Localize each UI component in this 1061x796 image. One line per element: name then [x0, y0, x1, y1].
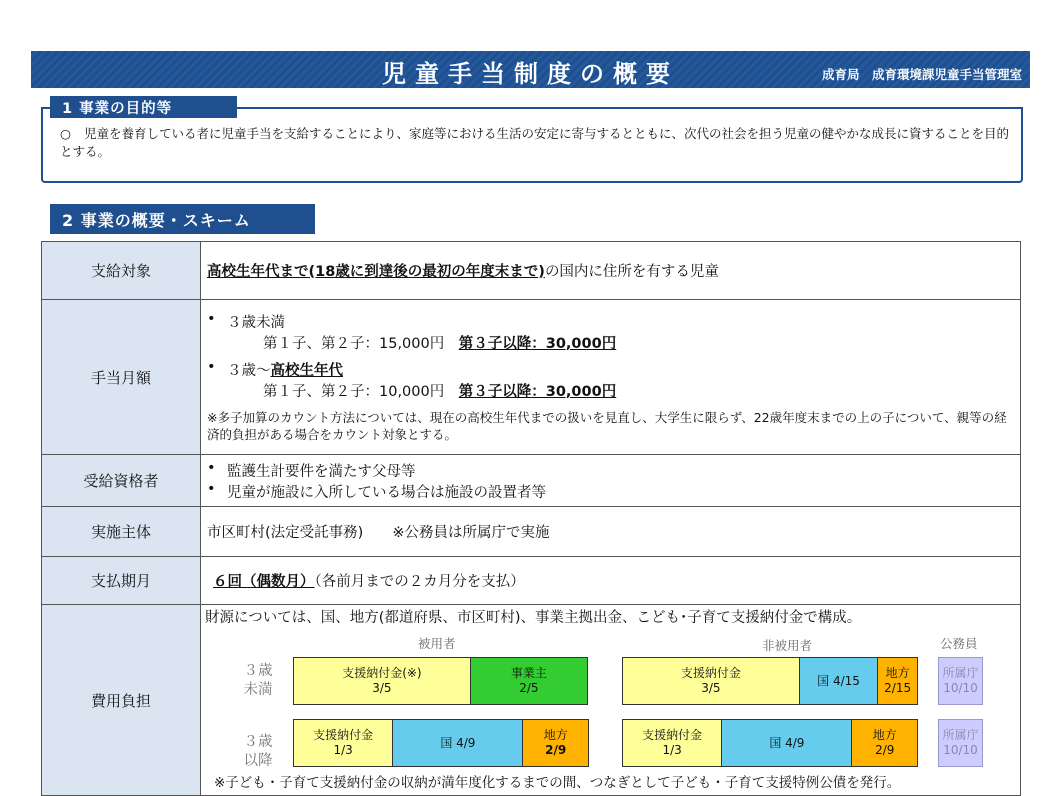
list-item: • 児童が施設に入所している場合は施設の設置者等: [207, 480, 546, 501]
row-header: 受給資格者: [42, 455, 201, 507]
cost-footnote: ※子ども・子育て支援納付金の収納が満年度化するまでの間、つなぎとして子ども・子育て支援特例公債を発行。: [214, 775, 901, 791]
row-label-over3: [238, 733, 278, 771]
row-header: 実施主体: [42, 507, 201, 557]
amount-line: [207, 332, 1014, 353]
over3-employed-bar: [293, 719, 589, 767]
payment-rest: （各前月までの２カ月分を支払）: [314, 574, 525, 590]
amount-bold: 第３子以降：30,000円: [458, 384, 617, 400]
funding-segment: 地方 2/15: [878, 658, 917, 704]
table-row: [42, 455, 1021, 507]
table-row: [42, 507, 1021, 557]
employed-label: 被用者: [418, 636, 456, 651]
row-label-text: ３歳 以降: [243, 734, 273, 769]
bullet-text: 児童が施設に入所している場合は施設の設置者等: [227, 484, 546, 501]
funding-segment: 事業主 2/5: [471, 658, 587, 704]
purpose-text: [60, 125, 1010, 161]
list-item: • ３歳未満: [207, 311, 285, 331]
implementer-cell: 市区町村(法定受託事務) ※公務員は所属庁で実施: [201, 507, 1021, 557]
row-header: 費用負担: [42, 605, 201, 796]
under3-nonemployed-bar: [622, 657, 918, 705]
funding-segment: 国 4/15: [800, 658, 878, 704]
monthly-cell: [201, 300, 1021, 455]
funding-segment: 支援納付金 3/5: [623, 658, 800, 704]
purpose-body: 児童を養育している者に児童手当を支給することにより、家庭等における生活の安定に寄与するとともに、次代の社会を担う児童の健やかな成長に資することを目的とする。: [60, 126, 1010, 159]
row-header: 支給対象: [42, 242, 201, 300]
bullet-text: 監護生計要件を満たす父母等: [227, 463, 416, 480]
funding-segment: 地方 2/9: [523, 720, 588, 766]
purpose-box-border: [237, 107, 1023, 109]
bullet-text: ３歳～: [227, 363, 271, 379]
table-row: [42, 242, 1021, 300]
bullet-bold: 高校生年代: [270, 363, 343, 379]
amount-plain: 第１子、第２子：15,000円: [263, 336, 445, 352]
public-label: 公務員: [940, 636, 978, 651]
title-banner: [31, 51, 1030, 88]
row-label-under3: [238, 662, 278, 700]
funding-segment: 国 4/9: [393, 720, 523, 766]
funding-segment: 地方 2/9: [852, 720, 917, 766]
nonemployed-label: 非被用者: [762, 638, 813, 653]
section2-heading: 2 事業の概要・スキーム: [50, 204, 315, 234]
eligibility-cell: [201, 242, 1021, 300]
recipient-cell: [201, 455, 1021, 507]
over3-nonemployed-bar: [622, 719, 918, 767]
amount-bold: 第３子以降：30,000円: [458, 336, 617, 352]
eligibility-rest: の国内に住所を有する児童: [544, 264, 719, 280]
circle-mark: ○: [60, 126, 71, 141]
amount-line: [207, 380, 1014, 401]
eligibility-underlined: 高校生年代まで(18歳に到達後の最初の年度末まで): [207, 264, 545, 280]
list-item: • 監護生計要件を満たす父母等: [207, 459, 416, 480]
row-header: 手当月額: [42, 300, 201, 455]
page-title: 児童手当制度の概要: [382, 60, 679, 88]
payment-bold: ６回（偶数月）: [213, 574, 315, 590]
funding-segment: 支援納付金 1/3: [294, 720, 393, 766]
row-header: 支払期月: [42, 557, 201, 605]
department-label: 成育局 成育環境課児童手当管理室: [821, 67, 1022, 82]
funding-segment: 支援納付金(※) 3/5: [294, 658, 471, 704]
under3-employed-bar: [293, 657, 588, 705]
amount-plain: 第１子、第２子：10,000円: [263, 384, 445, 400]
scheme-table: [41, 241, 1021, 796]
list-item: • ３歳～ 高校生年代: [207, 359, 343, 379]
section1-heading: 1 事業の目的等: [50, 96, 237, 118]
over3-public-bar: [938, 719, 983, 767]
table-row: [42, 557, 1021, 605]
row-label-text: ３歳 未満: [243, 663, 273, 698]
payment-cell: [201, 557, 1021, 605]
bullet-text: ３歳未満: [227, 315, 285, 331]
table-row: [42, 300, 1021, 455]
funding-segment: 国 4/9: [722, 720, 852, 766]
funding-segment: 支援納付金 1/3: [623, 720, 722, 766]
funding-segment: 所属庁 10/10: [939, 658, 982, 704]
cost-intro: 財源については、国、地方(都道府県、市区町村)、事業主拠出金、こども･子育て支援納付金で構成。: [205, 610, 862, 626]
funding-segment: 所属庁 10/10: [939, 720, 982, 766]
count-note: ※多子加算のカウント方法については、現在の高校生年代までの扱いを見直し、大学生に限らず、22歳年度末までの上の子について、親等の経済的負担がある場合をカウント対象とする。: [207, 410, 1007, 442]
purpose-box-border: [41, 107, 50, 109]
under3-public-bar: [938, 657, 983, 705]
